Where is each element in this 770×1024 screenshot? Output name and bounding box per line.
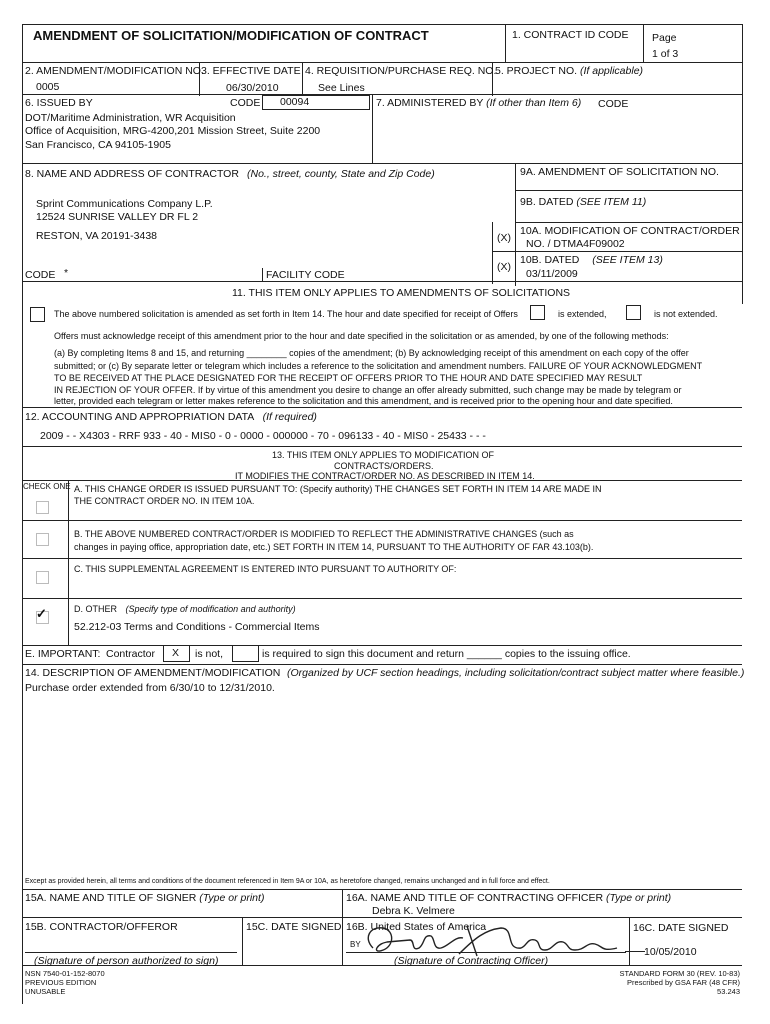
contractor-offeror-label: 15B. CONTRACTOR/OFFEROR: [25, 921, 178, 933]
issued-code-label: CODE: [230, 97, 261, 109]
not-extended-label: is not extended.: [654, 309, 718, 319]
item13b-checkbox[interactable]: [36, 533, 49, 546]
gsa-label: Prescribed by GSA FAR (48 CFR): [627, 978, 740, 987]
rule: [505, 24, 506, 62]
previous-edition: PREVIOUS EDITION: [25, 978, 97, 987]
contractor-code-label: CODE: [25, 269, 56, 281]
item11-checkbox[interactable]: [30, 307, 45, 322]
rule: [22, 664, 742, 665]
item13d-text: [74, 604, 296, 614]
item13d-check-mark: ✓: [36, 606, 47, 621]
contractor-name: Sprint Communications Company L.P.: [36, 198, 213, 210]
item13a-checkbox[interactable]: [36, 501, 49, 514]
is-required-checkbox[interactable]: [232, 645, 259, 662]
item13c-text: C. THIS SUPPLEMENTAL AGREEMENT IS ENTERED INTO PURSUANT TO AUTHORITY OF:: [74, 564, 457, 574]
rule: [492, 222, 493, 284]
important-rest: is required to sign this document and return ______ copies to the issuing office.: [262, 648, 631, 660]
issued-code-value: 00094: [280, 96, 310, 108]
rule: [22, 520, 742, 521]
item11-paragraph-6: letter, provided each telegram or letter makes reference to the solicitation and this amendment, and is received prior to the opening hour and date specified.: [54, 396, 673, 406]
administered-by-label: [376, 97, 581, 109]
item12-value: 2009 - - X4303 - RRF 933 - 40 - MIS0 - 0 - 0000 - 000000 - 70 - 096133 - 40 - MIS0 - 25433 - - -: [40, 430, 486, 442]
item13-title-3: IT MODIFIES THE CONTRACT/ORDER NO. AS DESCRIBED IN ITEM 14.: [235, 471, 535, 481]
signer-name-text: 15A. NAME AND TITLE OF SIGNER: [25, 892, 197, 904]
standard-form-label: STANDARD FORM 30 (REV. 10-83): [619, 969, 740, 978]
administered-by-text: 7. ADMINISTERED BY: [376, 97, 484, 109]
signer-name-note: (Type or print): [199, 892, 265, 904]
important-contractor: Contractor: [106, 648, 156, 660]
item14-value: Purchase order extended from 6/30/10 to 12/31/2010.: [25, 682, 275, 694]
rule: [515, 222, 742, 223]
item13-title-2: CONTRACTS/ORDERS.: [334, 461, 434, 471]
effective-date-value: 06/30/2010: [226, 82, 279, 94]
rule: [68, 480, 69, 645]
facility-code-label: FACILITY CODE: [266, 269, 345, 281]
officer-name-label: [346, 892, 671, 904]
contractor-signature-line: [25, 952, 237, 953]
rule: [342, 889, 343, 966]
form-title: AMENDMENT OF SOLICITATION/MODIFICATION OF CONTRACT: [33, 28, 429, 43]
rule: [22, 62, 742, 63]
rule: [643, 24, 644, 62]
is-extended-checkbox[interactable]: [530, 305, 545, 320]
item11-paragraph-2: (a) By completing Items 8 and 15, and returning ________ copies of the amendment; (b) By acknowledging receipt of this amendment on each copy of the offer: [54, 348, 689, 358]
rule: [515, 163, 516, 286]
dated-9b-label: [520, 196, 646, 208]
item13c-checkbox[interactable]: [36, 571, 49, 584]
amendment-no-label: 2. AMENDMENT/MODIFICATION NO.: [25, 65, 204, 77]
is-not-mark: X: [172, 647, 180, 659]
rule: [22, 889, 742, 890]
item14-label: 14. DESCRIPTION OF AMENDMENT/MODIFICATION: [25, 667, 281, 679]
requisition-value: See Lines: [318, 82, 365, 94]
item13d-authority: 52.212-03 Terms and Conditions - Commercial Items: [74, 621, 320, 633]
dated-10b-text: 10B. DATED: [520, 254, 580, 266]
rule: [22, 94, 742, 95]
rule: [22, 163, 742, 164]
signer-name-label: [25, 892, 264, 904]
rule: [22, 24, 23, 1004]
far-number: 53.243: [717, 987, 740, 996]
item13b-text-2: changes in paying office, appropriation date, etc.) SET FORTH IN ITEM 14, PURSUANT TO THE AUTHORITY OF FAR 43.103(b).: [74, 542, 594, 552]
rule: [22, 558, 742, 559]
issuer-line-1: DOT/Maritime Administration, WR Acquisition: [25, 112, 236, 124]
is-extended-label: is extended,: [558, 309, 607, 319]
usa-label: 16B. United States of America: [346, 921, 487, 933]
modification-10a-label: 10A. MODIFICATION OF CONTRACT/ORDER: [520, 225, 740, 237]
admin-code-label: CODE: [598, 98, 629, 110]
page-number: 1 of 3: [652, 48, 679, 60]
rule: [262, 268, 263, 282]
project-no-note: (If applicable): [580, 65, 644, 77]
item13d-note: (Specify type of modification and authority): [125, 604, 296, 614]
item13a-text-1: A. THIS CHANGE ORDER IS ISSUED PURSUANT TO: (Specify authority) THE CHANGES SET FORTH IN ITEM 14 ARE MADE IN: [74, 484, 602, 494]
item11-paragraph-5: IN REJECTION OF YOUR OFFER. If by virtue of this amendment you desire to change an offer already submitted, such change may be made by telegram or: [54, 385, 682, 395]
item11-title: 11. THIS ITEM ONLY APPLIES TO AMENDMENTS OF SOLICITATIONS: [232, 287, 571, 299]
officer-signature-caption: (Signature of Contracting Officer): [394, 955, 549, 967]
item11-paragraph-3: submitted; or (c) By separate letter or telegram which includes a reference to the solicitation and amendment numbers. FAILURE OF YOUR ACKNOWLEDGMENT: [54, 361, 703, 371]
check-one-label: CHECK ONE: [23, 482, 71, 491]
unusable-label: UNUSABLE: [25, 987, 66, 996]
item12-label-text: 12. ACCOUNTING AND APPROPRIATION DATA: [25, 411, 254, 423]
requisition-label: 4. REQUISITION/PURCHASE REQ. NO.: [305, 65, 497, 77]
rule: [372, 94, 373, 164]
contractor-address-1: 12524 SUNRISE VALLEY DR FL 2: [36, 211, 199, 223]
contractor-date-signed-label: 15C. DATE SIGNED: [246, 921, 342, 933]
item13b-text-1: B. THE ABOVE NUMBERED CONTRACT/ORDER IS MODIFIED TO REFLECT THE ADMINISTRATIVE CHANGES (such as: [74, 529, 574, 539]
important-label: E. IMPORTANT:: [25, 648, 101, 660]
project-no-label: [495, 65, 643, 77]
item11-paragraph-1: Offers must acknowledge receipt of this amendment prior to the hour and date specified in the solicitation or as amended, by one of the following methods:: [54, 331, 669, 341]
item12-note: (If required): [262, 411, 317, 423]
effective-date-label: 3. EFFECTIVE DATE: [201, 65, 301, 77]
item11-sentence: The above numbered solicitation is amended as set forth in Item 14. The hour and date specified for receipt of Offers: [54, 309, 518, 319]
rule: [22, 598, 742, 599]
item12-label: [25, 411, 317, 423]
is-not-label: is not,: [195, 648, 224, 660]
amendment-no-value: 0005: [36, 81, 60, 93]
officer-name-note: (Type or print): [606, 892, 672, 904]
rule: [742, 24, 743, 304]
contract-id-label: 1. CONTRACT ID CODE: [512, 29, 629, 41]
item13d-label: D. OTHER: [74, 604, 118, 614]
rule: [242, 917, 243, 966]
dated-10b-label: [520, 254, 663, 266]
officer-name-text: 16A. NAME AND TITLE OF CONTRACTING OFFICER: [346, 892, 604, 904]
item11-paragraph-4: TO BE RECEIVED AT THE PLACE DESIGNATED FOR THE RECEIPT OF OFFERS PRIOR TO THE HOUR AND DATE SPECIFIED MAY RESULT: [54, 373, 643, 383]
contractor-label: 8. NAME AND ADDRESS OF CONTRACTOR: [25, 168, 239, 180]
rule: [515, 190, 742, 191]
amendment-solicitation-label: 9A. AMENDMENT OF SOLICITATION NO.: [520, 166, 719, 178]
officer-name-value: Debra K. Velmere: [372, 905, 455, 917]
contractor-signature-caption: (Signature of person authorized to sign): [34, 955, 219, 967]
nsn-number: NSN 7540-01-152-8070: [25, 969, 105, 978]
item14-note: (Organized by UCF section headings, including solicitation/contract subject matter where feasible.): [287, 667, 745, 679]
check-10a-mark: (X): [497, 232, 511, 244]
except-clause: Except as provided herein, all terms and conditions of the document referenced in Item 9A or 10A, as heretofore changed, remains unchanged and in full force and effect.: [25, 878, 550, 885]
issuer-line-3: San Francisco, CA 94105-1905: [25, 139, 171, 151]
check-10b-mark: (X): [497, 261, 511, 273]
officer-date-signed-value: 10/05/2010: [644, 946, 697, 958]
officer-date-signed-label: 16C. DATE SIGNED: [633, 922, 729, 934]
issuer-line-2: Office of Acquisition, MRG-4200,201 Mission Street, Suite 2200: [25, 125, 321, 137]
modification-10a-value: NO. / DTMA4F09002: [526, 238, 625, 250]
rule: [22, 281, 742, 282]
dated-10b-note: (SEE ITEM 13): [592, 254, 663, 266]
contractor-code-value: *: [64, 267, 69, 279]
issued-code-box: [262, 95, 370, 110]
rule: [22, 24, 742, 25]
contractor-note: (No., street, county, State and Zip Code): [247, 168, 435, 180]
item13a-text-2: THE CONTRACT ORDER NO. IN ITEM 10A.: [74, 496, 255, 506]
rule: [492, 251, 742, 252]
contractor-address-2: RESTON, VA 20191-3438: [36, 230, 158, 242]
dated-9b-note: (SEE ITEM 11): [576, 196, 647, 208]
administered-by-note: (If other than Item 6): [486, 97, 582, 109]
rule: [22, 407, 742, 408]
officer-signature: [355, 918, 635, 960]
dated-9b-text: 9B. DATED: [520, 196, 574, 208]
rule: [302, 62, 303, 96]
issued-by-label: 6. ISSUED BY: [25, 97, 93, 109]
rule: [22, 645, 742, 646]
project-no-label-text: 5. PROJECT NO.: [495, 65, 578, 77]
dated-10b-value: 03/11/2009: [526, 268, 578, 280]
page-label: Page: [652, 32, 677, 44]
item13-title-1: 13. THIS ITEM ONLY APPLIES TO MODIFICATION OF: [272, 450, 495, 460]
rule: [22, 446, 742, 447]
by-label: BY: [350, 940, 361, 949]
not-extended-checkbox[interactable]: [626, 305, 641, 320]
